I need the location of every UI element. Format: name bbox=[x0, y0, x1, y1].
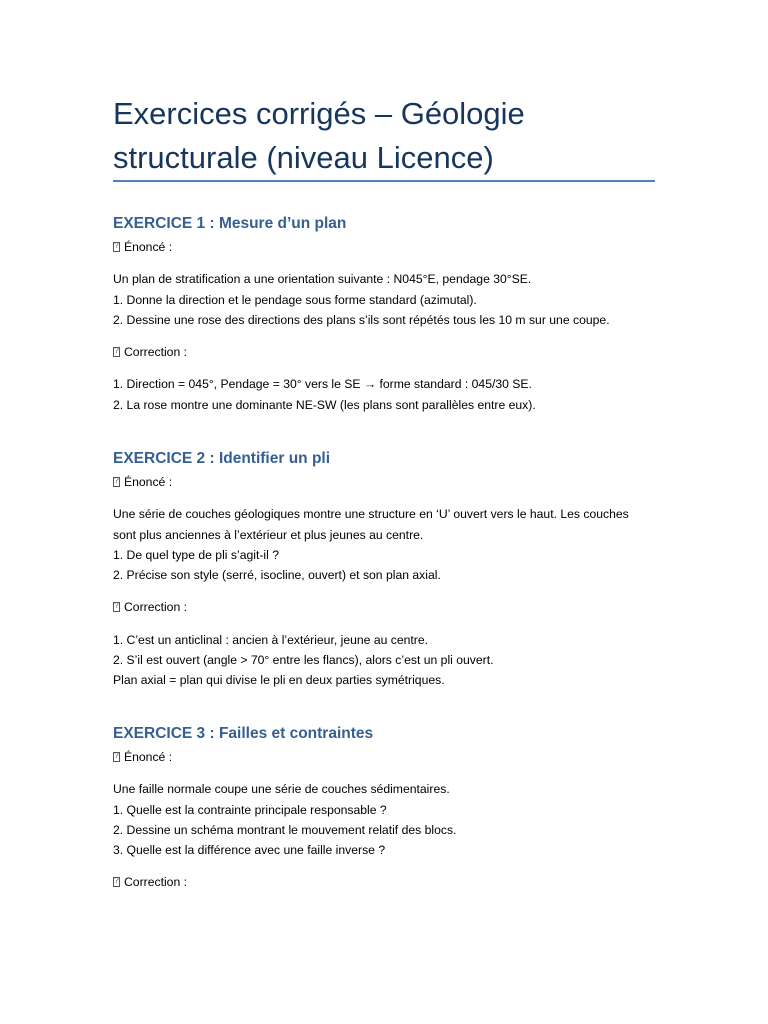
enonce-line: 2. Dessine un schéma montrant le mouvement relatif des blocs. bbox=[113, 822, 457, 837]
enonce-line: 1. De quel type de pli s’agit-il ? bbox=[113, 547, 279, 562]
exercise-1 bbox=[113, 214, 673, 415]
correction-line: Plan axial = plan qui divise le pli en deux parties symétriques. bbox=[113, 673, 445, 688]
enonce-line: sont plus anciennes à l’extérieur et plus jeunes au centre. bbox=[113, 527, 424, 542]
correction-label: Correction : bbox=[124, 345, 187, 360]
enonce-line: 1. Quelle est la contrainte principale responsable ? bbox=[113, 802, 387, 817]
exercise-2 bbox=[113, 449, 673, 691]
exercise-heading: EXERCICE 2 : Identifier un pli bbox=[113, 450, 331, 467]
missing-glyph-icon bbox=[113, 347, 120, 357]
exercise-heading: EXERCICE 3 : Failles et contraintes bbox=[113, 725, 374, 742]
correction-label: Correction : bbox=[124, 875, 187, 890]
correction-line: 2. S’il est ouvert (angle > 70° entre les flancs), alors c’est un pli ouvert. bbox=[113, 653, 494, 668]
enonce-label: Énoncé : bbox=[124, 475, 173, 489]
enonce-label-line bbox=[113, 237, 673, 257]
correction-label-line bbox=[113, 872, 673, 892]
missing-glyph-icon bbox=[113, 602, 120, 612]
document-title: Exercices corrigés – Géologie structurale (niveau Licence) bbox=[113, 96, 525, 175]
enonce-line: Une faille normale coupe une série de couches sédimentaires. bbox=[113, 782, 450, 797]
enonce-label: Énoncé : bbox=[124, 750, 173, 764]
exercise-body bbox=[113, 747, 673, 893]
correction-line: 1. Direction = 045°, Pendage = 30° vers le SE → forme standard : 045/30 SE. bbox=[113, 377, 532, 392]
missing-glyph-icon bbox=[113, 242, 120, 252]
enonce-line: 2. Précise son style (serré, isocline, ouvert) et son plan axial. bbox=[113, 568, 441, 583]
enonce-line: 3. Quelle est la différence avec une faille inverse ? bbox=[113, 843, 386, 858]
correction-line: 1. C’est un anticlinal : ancien à l’extérieur, jeune au centre. bbox=[113, 632, 429, 647]
missing-glyph-icon bbox=[113, 752, 120, 762]
enonce-line: 2. Dessine une rose des directions des plans s’ils sont répétés tous les 10 m sur une coupe. bbox=[113, 312, 610, 327]
exercise-body bbox=[113, 472, 673, 691]
correction-label: Correction : bbox=[124, 600, 187, 615]
missing-glyph-icon bbox=[113, 877, 120, 887]
exercise-heading: EXERCICE 1 : Mesure d’un plan bbox=[113, 215, 347, 232]
enonce-label-line bbox=[113, 472, 673, 492]
enonce-line: 1. Donne la direction et le pendage sous forme standard (azimutal). bbox=[113, 292, 477, 307]
enonce-label-line bbox=[113, 747, 673, 767]
correction-label-line bbox=[113, 597, 673, 617]
correction-label-line bbox=[113, 342, 673, 362]
exercise-body bbox=[113, 237, 673, 415]
exercise-3 bbox=[113, 724, 673, 893]
missing-glyph-icon bbox=[113, 477, 120, 487]
enonce-line: Un plan de stratification a une orientation suivante : N045°E, pendage 30°SE. bbox=[113, 272, 532, 287]
enonce-label: Énoncé : bbox=[124, 240, 173, 254]
title-underline bbox=[113, 180, 655, 182]
enonce-line: Une série de couches géologiques montre une structure en ‘U’ ouvert vers le haut. Les couches bbox=[113, 507, 629, 522]
correction-line: 2. La rose montre une dominante NE-SW (les plans sont parallèles entre eux). bbox=[113, 397, 536, 412]
